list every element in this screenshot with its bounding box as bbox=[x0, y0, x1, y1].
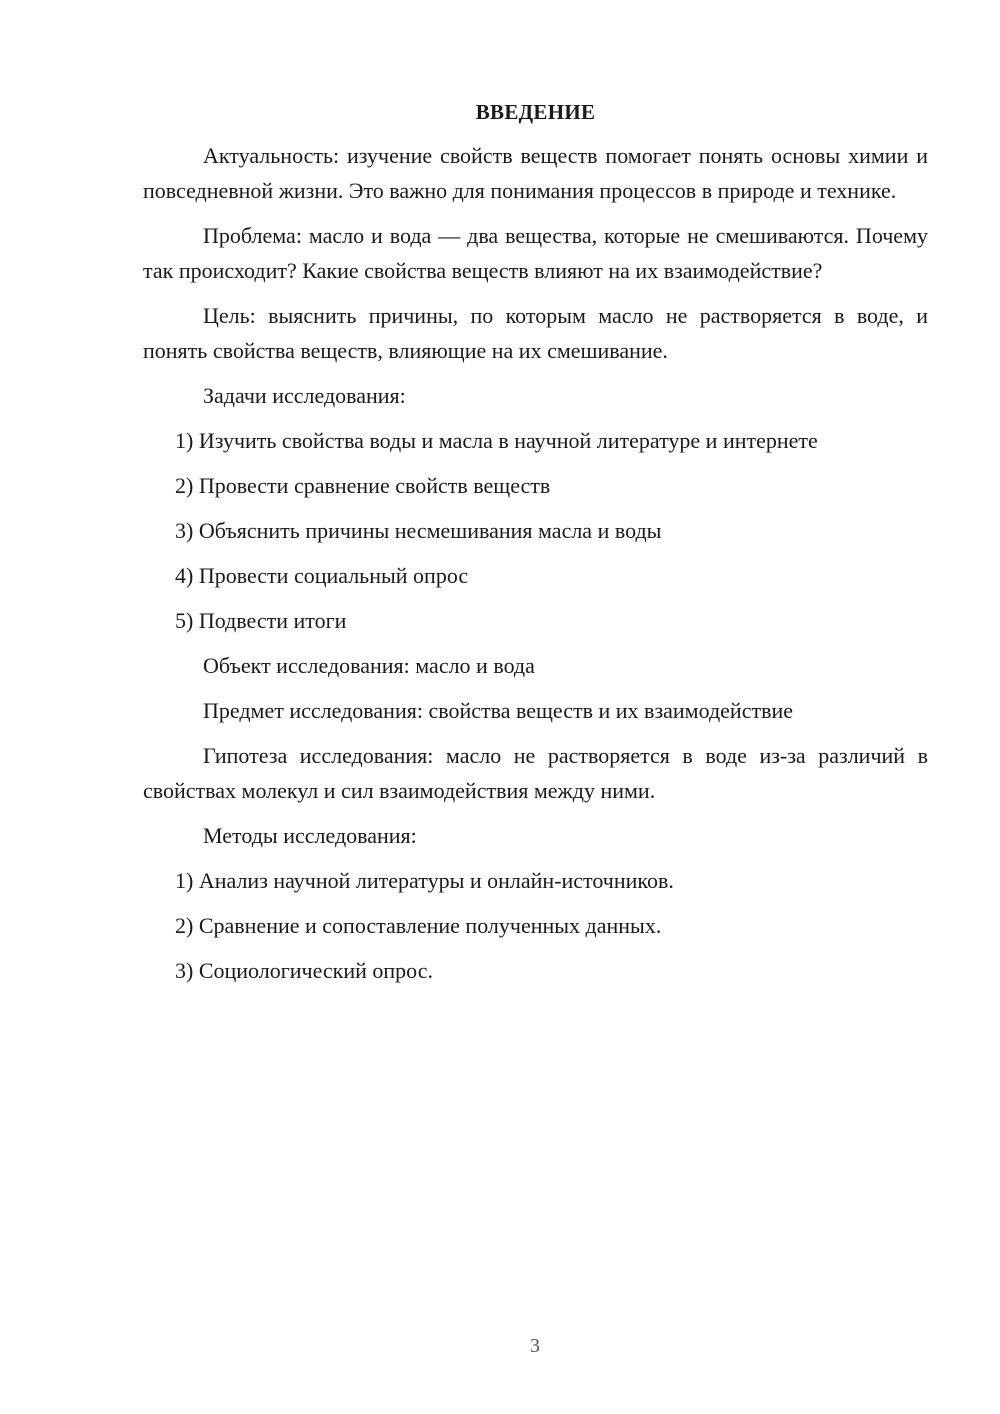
problem-paragraph: Проблема: масло и вода — два вещества, которые не смешиваются. Почему так происходит? Какие свойства веществ влияют на их взаимодействие? bbox=[143, 223, 928, 283]
tasks-heading: Задачи исследования: bbox=[203, 383, 406, 408]
page-content bbox=[143, 96, 928, 998]
list-item: 3) Объяснить причины несмешивания масла и воды bbox=[175, 518, 662, 543]
list-item: 5) Подвести итоги bbox=[175, 608, 347, 633]
methods-list bbox=[143, 863, 928, 988]
subject-line: Предмет исследования: свойства веществ и их взаимодействие bbox=[203, 698, 793, 723]
section-title: ВВЕДЕНИЕ bbox=[475, 100, 596, 124]
list-item: 2) Провести сравнение свойств веществ bbox=[175, 473, 551, 498]
methods-heading: Методы исследования: bbox=[203, 823, 417, 848]
page-number: 3 bbox=[530, 1335, 540, 1357]
relevance-paragraph: Актуальность: изучение свойств веществ помогает понять основы химии и повседневной жизни. Это важно для понимания процессов в природе и технике. bbox=[143, 143, 928, 203]
hypothesis-paragraph: Гипотеза исследования: масло не растворяется в воде из-за различий в свойствах молекул и сил взаимодействия между ними. bbox=[143, 743, 928, 803]
object-line: Объект исследования: масло и вода bbox=[203, 653, 535, 678]
tasks-list bbox=[143, 423, 928, 638]
list-item: 4) Провести социальный опрос bbox=[175, 563, 469, 588]
goal-paragraph: Цель: выяснить причины, по которым масло не растворяется в воде, и понять свойства веществ, влияющие на их смешивание. bbox=[143, 303, 928, 363]
list-item: 1) Изучить свойства воды и масла в научной литературе и интернете bbox=[175, 428, 818, 453]
list-item: 3) Социологический опрос. bbox=[175, 958, 433, 983]
list-item: 2) Сравнение и сопоставление полученных данных. bbox=[175, 913, 662, 938]
list-item: 1) Анализ научной литературы и онлайн-источников. bbox=[175, 868, 674, 893]
